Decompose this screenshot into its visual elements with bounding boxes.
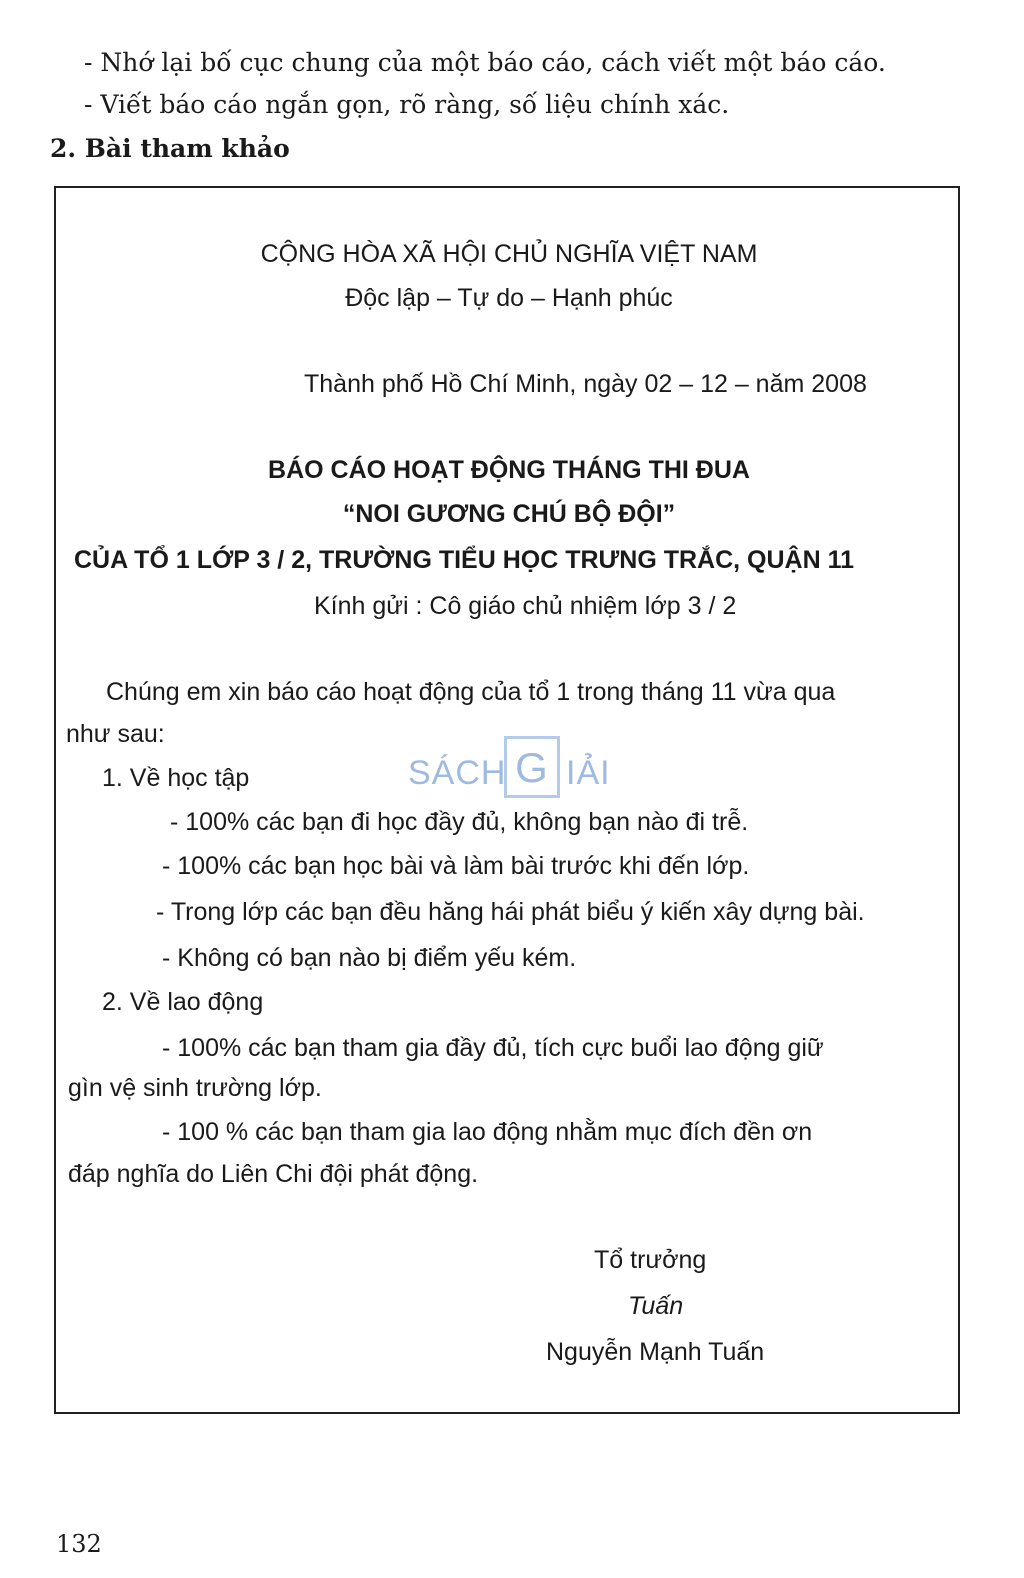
national-title: CỘNG HÒA XÃ HỘI CHỦ NGHĨA VIỆT NAM (260, 240, 758, 268)
watermark-text-right: IẢI (566, 754, 611, 792)
place-date: Thành phố Hồ Chí Minh, ngày 02 – 12 – năm 2008 (304, 370, 867, 398)
watermark-text-left: SÁCH (408, 754, 507, 792)
study-item-2: - 100% các bạn học bài và làm bài trước khi đến lớp. (162, 852, 750, 880)
watermark-logo (408, 736, 618, 816)
labor-item-2-line-2: đáp nghĩa do Liên Chi đội phát động. (68, 1160, 479, 1188)
intro-line-2: - Viết báo cáo ngắn gọn, rõ ràng, số liệu chính xác. (84, 90, 730, 119)
page-number: 132 (56, 1530, 102, 1558)
study-heading: 1. Về học tập (102, 764, 250, 792)
section-heading: 2. Bài tham khảo (50, 134, 290, 163)
opening-line-1: Chúng em xin báo cáo hoạt động của tổ 1 trong tháng 11 vừa qua (106, 678, 836, 706)
report-title-line-1: BÁO CÁO HOẠT ĐỘNG THÁNG THI ĐUA (268, 456, 750, 484)
opening-line-2: như sau: (66, 720, 165, 748)
study-item-4: - Không có bạn nào bị điểm yếu kém. (162, 944, 577, 972)
addressee: Kính gửi : Cô giáo chủ nhiệm lớp 3 / 2 (314, 592, 737, 620)
watermark-g-icon: G (504, 736, 560, 798)
report-title-line-2: “NOI GƯƠNG CHÚ BỘ ĐỘI” (342, 500, 676, 528)
labor-heading: 2. Về lao động (102, 988, 264, 1016)
labor-item-1-line-2: gìn vệ sinh trường lớp. (68, 1074, 322, 1102)
study-item-1: - 100% các bạn đi học đầy đủ, không bạn nào đi trễ. (170, 808, 749, 836)
intro-line-1: - Nhớ lại bố cục chung của một báo cáo, cách viết một báo cáo. (84, 48, 886, 77)
labor-item-1-line-1: - 100% các bạn tham gia đầy đủ, tích cực buổi lao động giữ (162, 1034, 824, 1062)
signer-role: Tổ trưởng (594, 1246, 707, 1274)
study-item-3: - Trong lớp các bạn đều hăng hái phát biểu ý kiến xây dựng bài. (156, 898, 865, 926)
signature: Tuấn (628, 1292, 684, 1320)
motto: Độc lập – Tự do – Hạnh phúc (345, 284, 673, 312)
report-title-line-3: CỦA TỔ 1 LỚP 3 / 2, TRƯỜNG TIỂU HỌC TRƯNG TRẮC, QUẬN 11 (74, 546, 855, 574)
labor-item-2-line-1: - 100 % các bạn tham gia lao động nhằm mục đích đền ơn (162, 1118, 813, 1146)
signer-name: Nguyễn Mạnh Tuấn (546, 1338, 765, 1366)
